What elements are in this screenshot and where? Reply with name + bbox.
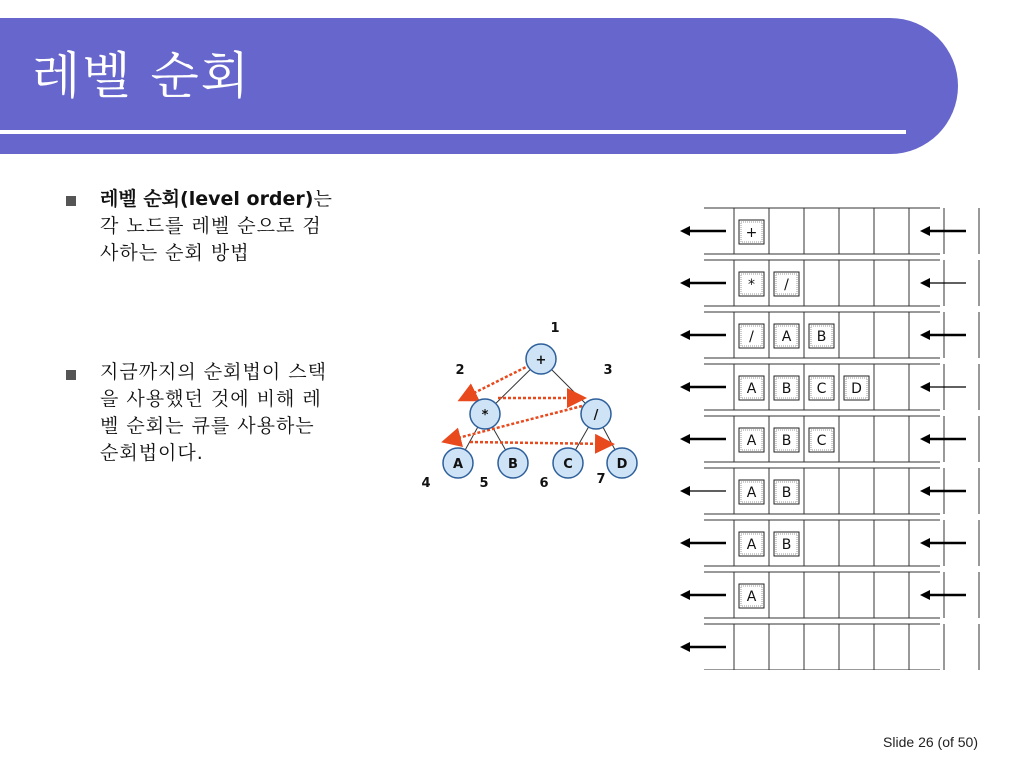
bullet-1-line-2: 각 노드를 레벨 순으로 검 (100, 215, 322, 237)
queue-row (680, 416, 979, 462)
visit-order-number: 5 (479, 476, 489, 491)
dequeue-arrowhead (680, 226, 690, 236)
dequeue-arrowhead (680, 642, 690, 652)
tree-node-label: + (535, 353, 547, 368)
dequeue-arrowhead (680, 434, 690, 444)
tree-node-B (498, 448, 528, 478)
bullet-marker-2 (66, 370, 76, 380)
queue-item-label: B (781, 485, 792, 501)
visit-order-number: 1 (550, 321, 560, 336)
queue-item-label: A (746, 589, 757, 605)
traversal-arrow (462, 365, 530, 399)
queue-item-label: A (746, 485, 757, 501)
queue-item-label: + (745, 225, 758, 241)
tree-node-C (553, 448, 583, 478)
visit-order-number: 4 (421, 476, 431, 491)
tree-node-label: B (508, 457, 518, 472)
queue-row (680, 208, 979, 254)
tree-node-A (443, 448, 473, 478)
traversal-arrow (446, 406, 582, 441)
queue-item-label: * (748, 277, 755, 293)
queue-item-label: A (781, 329, 792, 345)
enqueue-arrowhead (920, 590, 930, 600)
tree-node-label: C (563, 457, 573, 472)
slide-number: Slide 26 (of 50) (883, 734, 978, 750)
binary-tree-diagram (410, 310, 650, 500)
queue-item-label: B (816, 329, 827, 345)
tree-node-plus (526, 344, 556, 374)
enqueue-arrowhead (920, 486, 930, 496)
queue-item-label: B (781, 537, 792, 553)
term-level-order: 레벨 순회(level order) (100, 188, 314, 210)
bullet-1-line-3: 사하는 순회 방법 (100, 242, 250, 264)
bullet-2-line-4: 순회법이다. (100, 442, 204, 464)
tree-node-label: A (452, 457, 464, 472)
bullet-2-line-3: 벨 순회는 큐를 사용하는 (100, 415, 315, 437)
queue-diagram (670, 200, 980, 670)
slide-title: 레벨 순회 (32, 47, 252, 105)
bullet-text-1 (100, 186, 400, 267)
queue-item-label: C (816, 433, 827, 449)
tree-node-D (607, 448, 637, 478)
bullet-1-suffix: 는 (313, 188, 333, 210)
tree-node-label: D (616, 457, 628, 472)
enqueue-arrowhead (920, 330, 930, 340)
queue-item-label: / (784, 277, 789, 293)
visit-order-number: 2 (455, 363, 465, 378)
queue-item-label: B (781, 433, 792, 449)
queue-row (680, 520, 979, 566)
queue-row (680, 468, 979, 514)
bullet-text-2 (100, 359, 400, 467)
bullet-marker-1 (66, 196, 76, 206)
dequeue-arrowhead (680, 590, 690, 600)
title-underline (0, 130, 906, 134)
queue-item-label: A (746, 381, 757, 397)
queue-item-label: A (746, 537, 757, 553)
queue-item-label: C (816, 381, 827, 397)
enqueue-arrowhead (920, 538, 930, 548)
traversal-arrow (470, 442, 610, 444)
visit-order-number: 3 (603, 363, 613, 378)
queue-item-label: B (781, 381, 792, 397)
tree-node-star (470, 399, 500, 429)
queue-row (680, 624, 979, 670)
dequeue-arrowhead (680, 538, 690, 548)
visit-order-number: 7 (596, 472, 606, 487)
queue-item-label: A (746, 433, 757, 449)
dequeue-arrowhead (680, 382, 690, 392)
queue-row (680, 572, 979, 618)
enqueue-arrowhead (920, 278, 930, 288)
bullet-2-line-2: 을 사용했던 것에 비해 레 (100, 388, 322, 410)
enqueue-arrowhead (920, 226, 930, 236)
tree-node-label: / (593, 408, 599, 423)
enqueue-arrowhead (920, 434, 930, 444)
queue-row (680, 364, 979, 410)
queue-item-label: D (851, 381, 862, 397)
dequeue-arrowhead (680, 330, 690, 340)
tree-node-slash (581, 399, 611, 429)
dequeue-arrowhead (680, 278, 690, 288)
enqueue-arrowhead (920, 382, 930, 392)
tree-node-label: * (481, 408, 489, 423)
dequeue-arrowhead (680, 486, 690, 496)
bullet-1-line-1 (100, 186, 400, 213)
bullet-2-line-1: 지금까지의 순회법이 스택 (100, 361, 327, 383)
queue-item-label: / (749, 329, 754, 345)
visit-order-number: 6 (539, 476, 549, 491)
queue-row (680, 312, 979, 358)
queue-row (680, 260, 979, 306)
